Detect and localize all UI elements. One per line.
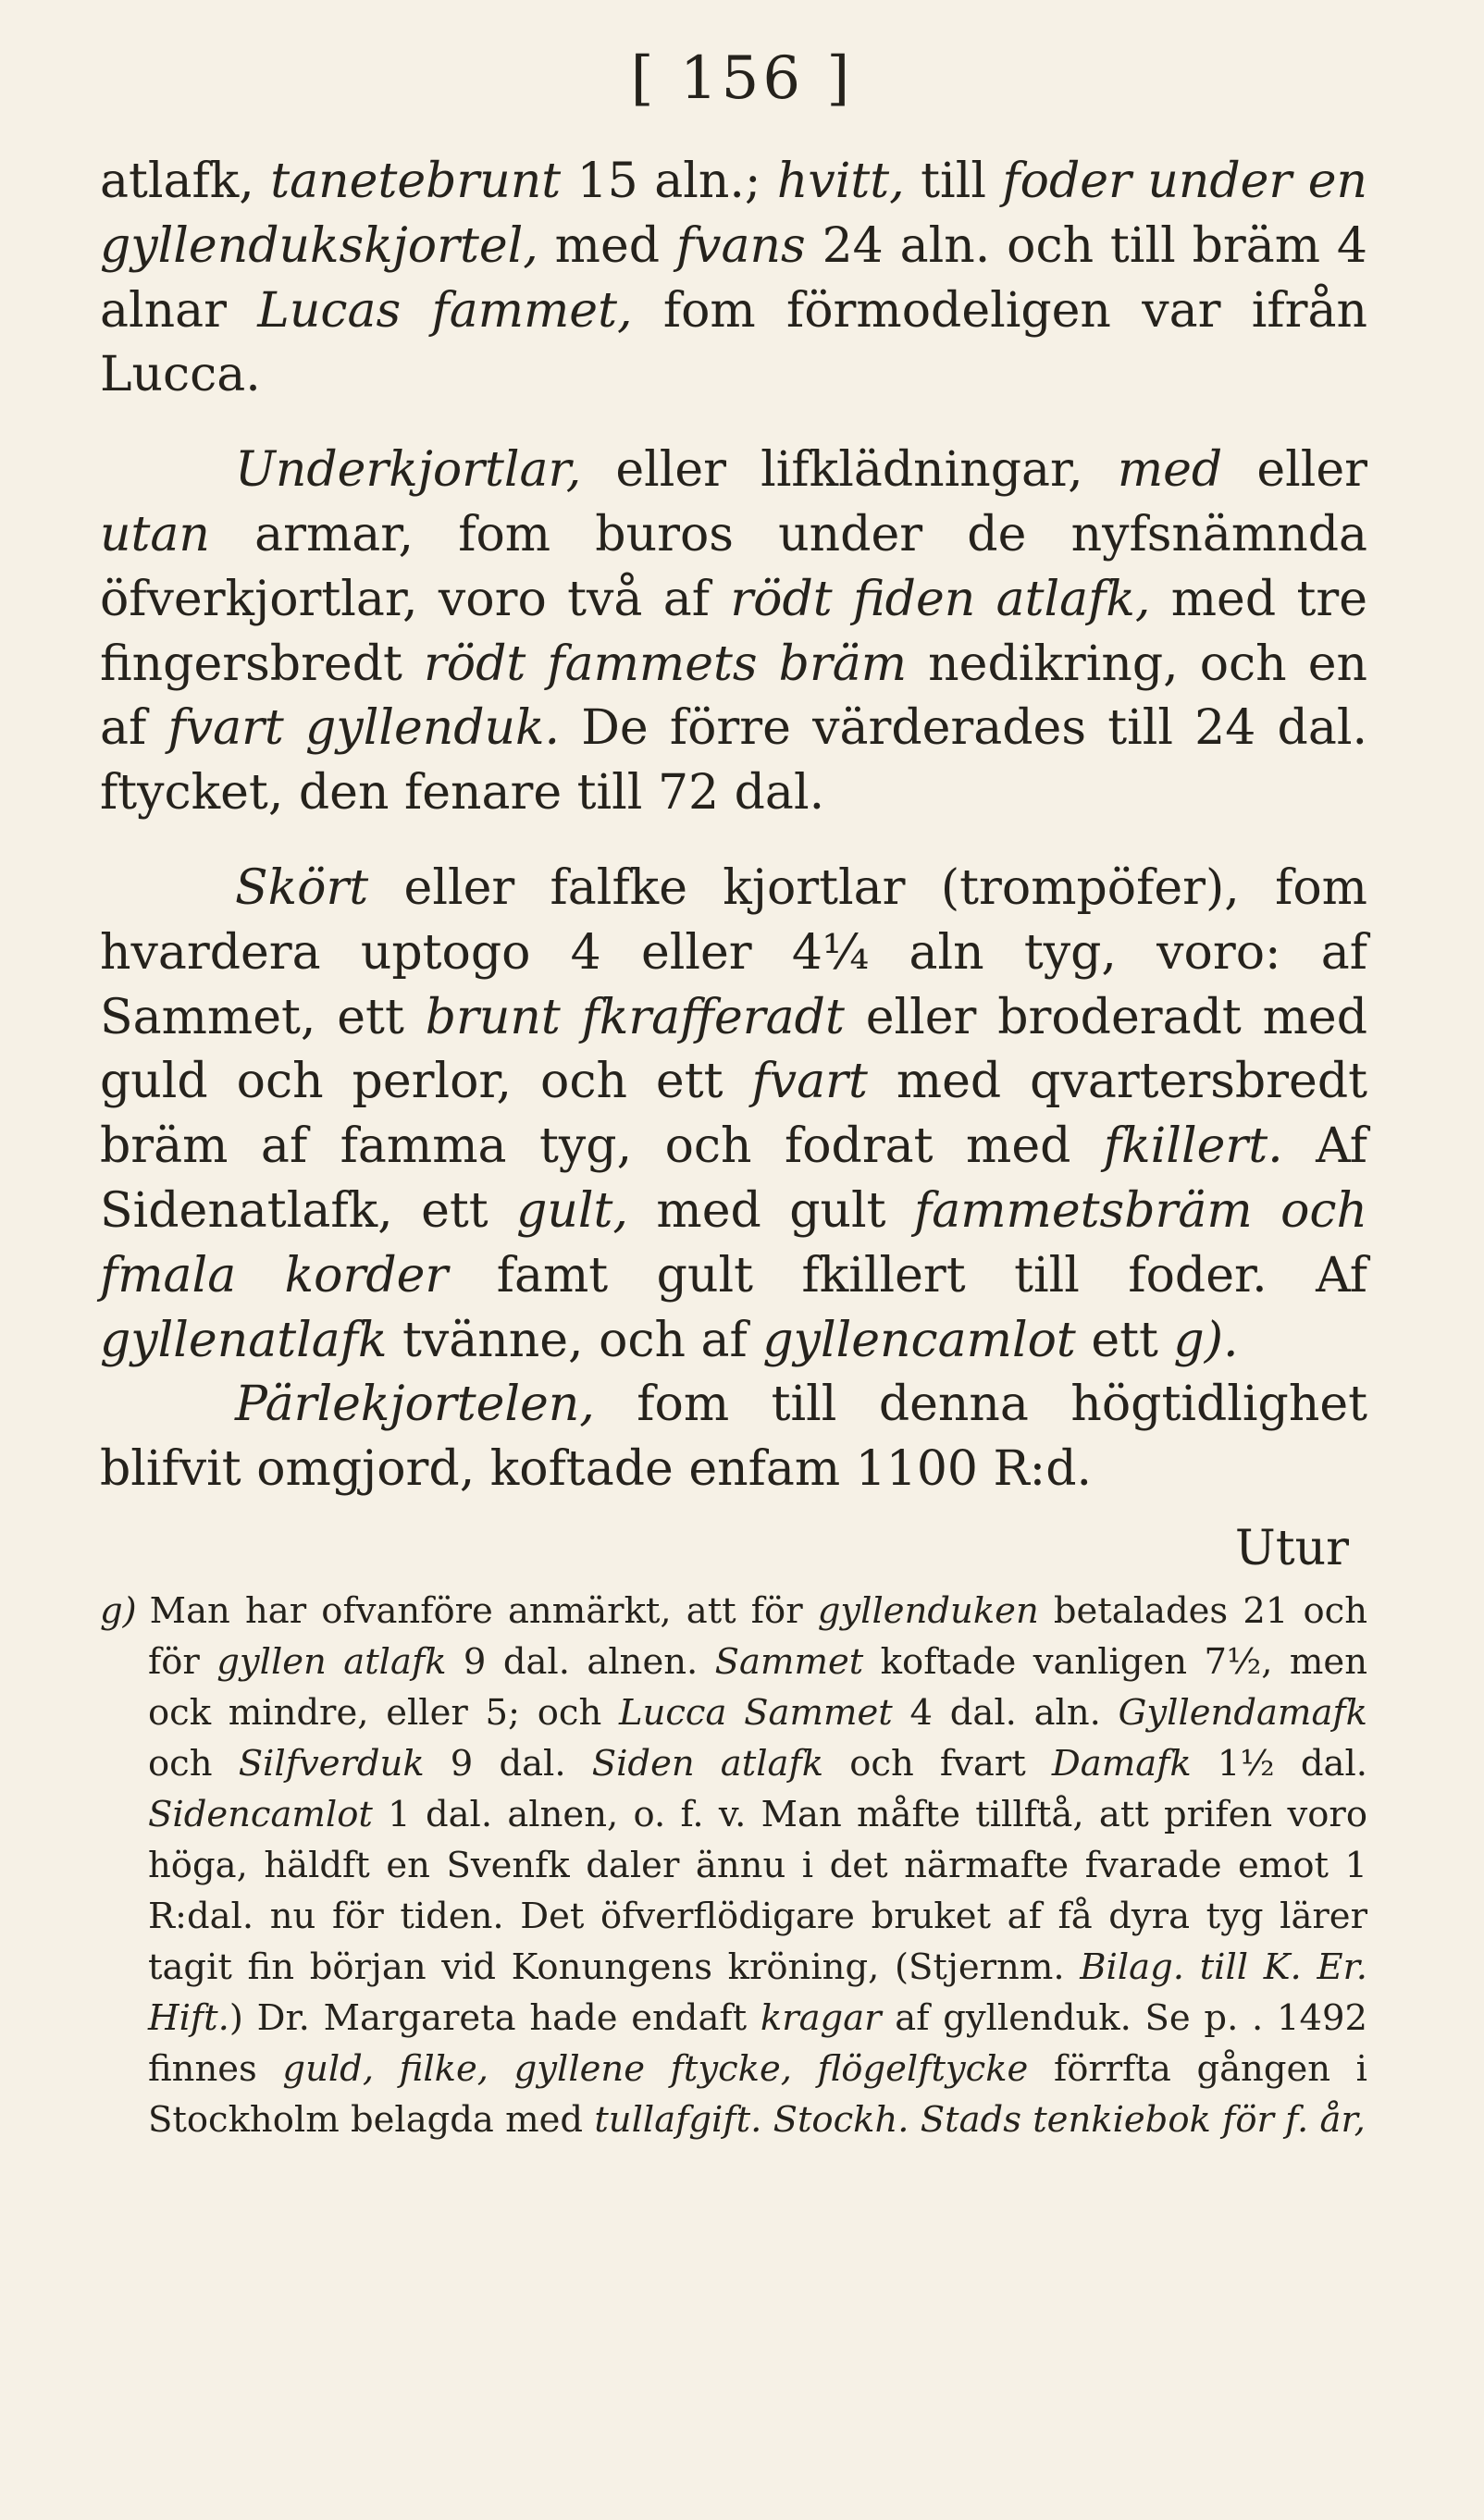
italic-run: Silfverduk [238,1743,425,1785]
footnote-mark: g) [100,1590,137,1632]
text-run: med qvartersbredt bräm af famma tyg, och fodrat med [100,1054,1367,1175]
text-run: 1½ dal. [1191,1743,1367,1785]
text-run: eller [1222,442,1368,499]
italic-run: gyllenatlafk [100,1312,388,1368]
italic-run: guld, filke, gyllene ftycke, flögelftycke [282,2048,1029,2090]
italic-run: rödt fammets bräm [423,636,908,692]
body-text [100,150,1367,1502]
text-run: och fvart [823,1743,1052,1785]
footnote-body [148,1590,1367,2141]
italic-run: Pärlekjortelen, [235,1377,595,1433]
italic-run: Bilag. till K. Er. Hift. [148,1946,1367,2039]
text-run: med gult [627,1182,914,1239]
italic-run: tanetebrunt [270,154,562,209]
italic-run: gyllen atlafk [216,1641,447,1683]
text-run: förrfta gången i Stockholm belagda med [148,2048,1367,2141]
text-run: nedikring, och en af [100,636,1367,757]
italic-run: rödt fiden atlafk, [730,571,1151,627]
italic-run: fvart [751,1054,868,1110]
italic-run: tullafgift. Stockh. Stads tenkiebok för f. år, [594,2099,1366,2141]
italic-run: Underkjortlar, [235,442,582,499]
text-run: och [148,1743,239,1785]
italic-run: fvans [675,217,806,274]
italic-run: Lucca Sammet [619,1692,893,1734]
catchword: Utur [1234,1521,1349,1576]
text-run: fom till denna högtidlighet blifvit omgjord, koftade enfam 1100 R:d. [100,1377,1367,1498]
italic-run: hvitt, [776,154,905,209]
text-run: 24 aln. och till bräm 4 alnar [100,217,1367,339]
text-run: till [904,154,1003,209]
italic-run: gyllenduken [817,1590,1039,1632]
text-run: 9 dal. alnen. [446,1641,715,1683]
footnote [100,1586,1367,2145]
text-run: fom förmodeligen var ifrån Lucca. [100,282,1367,403]
italic-run: Sammet [714,1641,864,1683]
italic-run: g). [1173,1312,1239,1368]
text-run: betalades 21 och för [148,1590,1367,1683]
paragraph [100,1373,1367,1502]
italic-run: utan [100,506,210,562]
text-run: tvänne, och af [387,1312,763,1368]
italic-run: foder under en gyllendukskjortel, [100,154,1367,274]
italic-run: brunt fkrafferadt [425,989,845,1045]
page-number: [ 156 ] [630,44,854,113]
text-run: 1 dal. alnen, o. f. v. Man måfte tillftå, att prifen voro höga, häldft en Svenfk daler ännu i det närmafte fvarade emot 1 R:dal. nu för tiden. Det öfverflödigare bruket af få dyra tyg lärer tagit fin början vid Konungens kröning, (Stjernm. [148,1794,1367,1988]
italic-run: gult, [516,1182,628,1239]
text-run: eller lifklädningar, [581,442,1118,499]
text-run: ) Dr. Margareta hade endaft [229,1997,761,2039]
text-run: Af Sidenatlafk, ett [100,1118,1368,1239]
italic-run: med [1117,442,1223,499]
text-run: 15 aln.; [561,154,777,209]
text-run: ett [1075,1312,1174,1368]
footnote-text [100,1586,1367,2145]
text-run: eller broderadt med guld och perlor, och ett [100,989,1367,1110]
italic-run: Gyllendamafk [1118,1692,1367,1734]
italic-run: fvart gyllenduk. [167,700,561,757]
text-run: med [538,217,676,274]
italic-run: fammetsbräm och fmala korder [100,1182,1368,1303]
italic-run: fkillert. [1103,1118,1283,1175]
text-run: koftade vanligen 7½, men ock mindre, eller 5; och [148,1641,1367,1734]
text-run: 4 dal. aln. [892,1692,1119,1734]
italic-run: Lucas fammet, [257,282,633,339]
text-run: famt gult fkillert till foder. Af [448,1247,1368,1303]
text-run: af gyllenduk. Se p. . 1492 finnes [148,1997,1367,2090]
text-run: 9 dal. [424,1743,592,1785]
italic-run: Siden atlafk [591,1743,824,1785]
text-run: Man har ofvanföre anmärkt, att för [149,1590,818,1632]
italic-run: Skört [235,859,369,916]
italic-run: gyllencamlot [762,1312,1076,1368]
paragraph [100,439,1367,826]
paragraph [100,857,1367,1373]
italic-run: Sidencamlot [148,1794,373,1835]
text-run: armar, fom buros under de nyfsnämnda öfverkjortlar, voro två af [100,506,1367,627]
text-run: med tre fingersbredt [100,571,1367,692]
paragraph [100,150,1367,408]
text-run: eller falfke kjortlar (trompöfer), fom hvardera uptogo 4 eller 4¼ aln tyg, voro: af Sammet, ett [100,859,1367,1045]
italic-run: Damafk [1051,1743,1192,1785]
italic-run: kragar [760,1997,882,2039]
text-run: atlafk, [100,154,271,209]
text-run: De förre värderades till 24 dal. ftycket, den fenare till 72 dal. [100,700,1367,821]
